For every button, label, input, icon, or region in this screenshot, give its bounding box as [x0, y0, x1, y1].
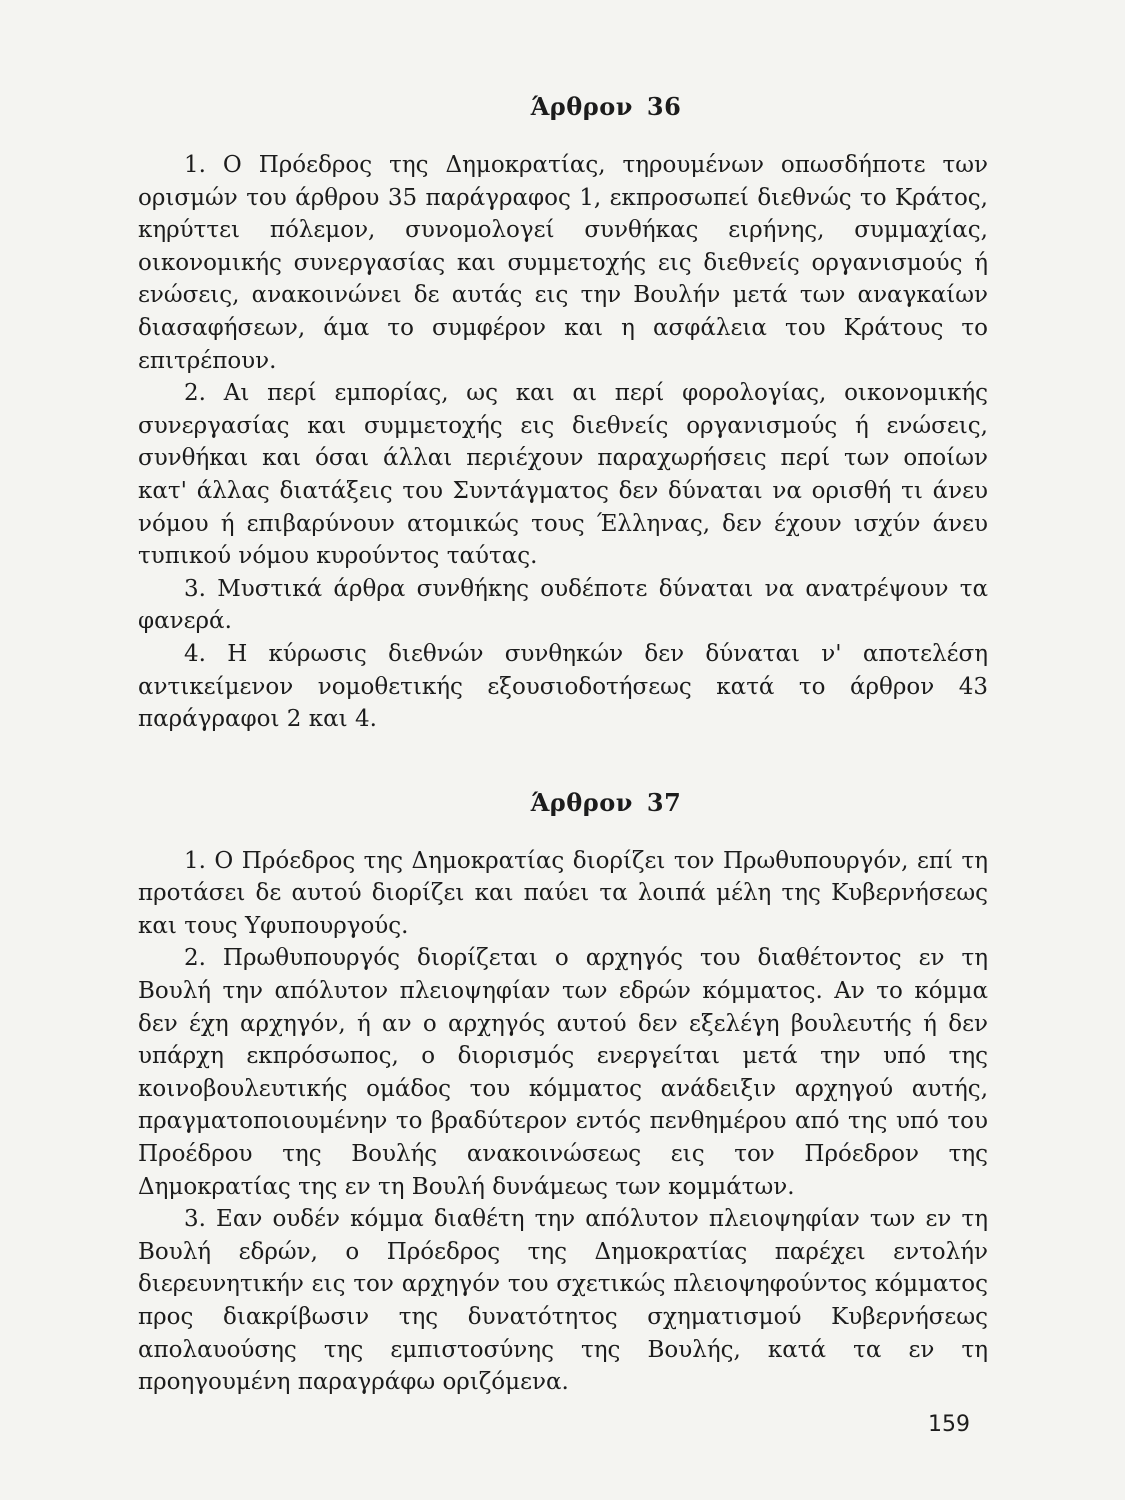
article-title: [138, 92, 988, 121]
page-body: [138, 92, 988, 1399]
article-36: [138, 92, 988, 736]
article-37: [138, 788, 988, 1399]
article-paragraph: 1. Ο Πρόεδρος της Δημοκρατίας, τηρουμένων οπωσδήποτε των ορισμών του άρθρου 35 παράγραφος 1, εκπροσωπεί διεθνώς το Κράτος, κηρύττει πόλεμον, συνομολογεί συνθήκας ειρήνης, συμμαχίας, οικονομικής συνεργασίας και συμμετοχής εις διεθνείς οργανισμούς ή ενώσεις, ανακοινώνει δε αυτάς εις την Βουλήν μετά των αναγκαίων διασαφήσεων, άμα το συμφέρον και η ασφάλεια του Κράτους το επιτρέπουν.: [138, 152, 988, 374]
page-number: 159: [928, 1412, 970, 1437]
article-paragraph: 2. Αι περί εμπορίας, ως και αι περί φορολογίας, οικονομικής συνεργασίας και συμμετοχής εις διεθνείς οργανισμούς ή ενώσεις, συνθήκαι και όσαι άλλαι περιέχουν παραχωρήσεις περί των οποίων κατ' άλλας διατάξεις του Συντάγματος δεν δύναται να ορισθή τι άνευ νόμου ή επιβαρύνουν ατομικώς τους Έλληνας, δεν έχουν ισχύν άνευ τυπικού νόμου κυρούντος ταύτας.: [138, 380, 988, 570]
article-title: [138, 788, 988, 817]
article-number: 36: [646, 92, 682, 121]
article-paragraph: 1. Ο Πρόεδρος της Δημοκρατίας διορίζει τον Πρωθυπουργόν, επί τη προτάσει δε αυτού διορίζει και παύει τα λοιπά μέλη της Κυβερνήσεως και τους Υφυπουργούς.: [138, 847, 988, 939]
article-number: 37: [646, 787, 682, 817]
article-paragraph: 2. Πρωθυπουργός διορίζεται ο αρχηγός του διαθέτοντος εν τη Βουλή την απόλυτον πλειοψηφίαν των εδρών κόμματος. Αν το κόμμα δεν έχη αρχηγόν, ή αν ο αρχηγός αυτού δεν εξελέγη βουλευτής ή δεν υπάρχη εκπρόσωπος, ο διορισμός ενεργείται μετά την υπό της κοινοβουλευτικής ομάδος του κόμματος ανάδειξιν αρχηγού αυτής, πραγματοποιουμένην το βραδύτερον εντός πενθημέρου από της υπό του Προέδρου της Βουλής ανακοινώσεως εις τον Πρόεδρον της Δημοκρατίας της εν τη Βουλή δυνάμεως των κομμάτων.: [138, 945, 988, 1200]
article-paragraph: 3. Μυστικά άρθρα συνθήκης ουδέποτε δύναται να ανατρέψουν τα φανερά.: [138, 575, 988, 635]
article-heading: Άρθρον: [530, 92, 633, 121]
article-paragraph: 3. Εαν ουδέν κόμμα διαθέτη την απόλυτον πλειοψηφίαν των εν τη Βουλή εδρών, ο Πρόεδρος της Δημοκρατίας παρέχει εντολήν διερευνητικήν εις τον αρχηγόν του σχετικώς πλειοψηφούντος κόμματος προς διακρίβωσιν της δυνατότητος σχηματισμού Κυβερνήσεως απολαυούσης της εμπιστοσύνης της Βουλής, κατά τα εν τη προηγουμένη παραγράφω οριζόμενα.: [138, 1206, 988, 1396]
article-heading: Άρθρον: [530, 787, 633, 817]
article-paragraph: 4. Η κύρωσις διεθνών συνθηκών δεν δύναται ν' αποτελέση αντικείμενον νομοθετικής εξουσιοδοτήσεως κατά το άρθρον 43 παράγραφοι 2 και 4.: [138, 640, 988, 733]
